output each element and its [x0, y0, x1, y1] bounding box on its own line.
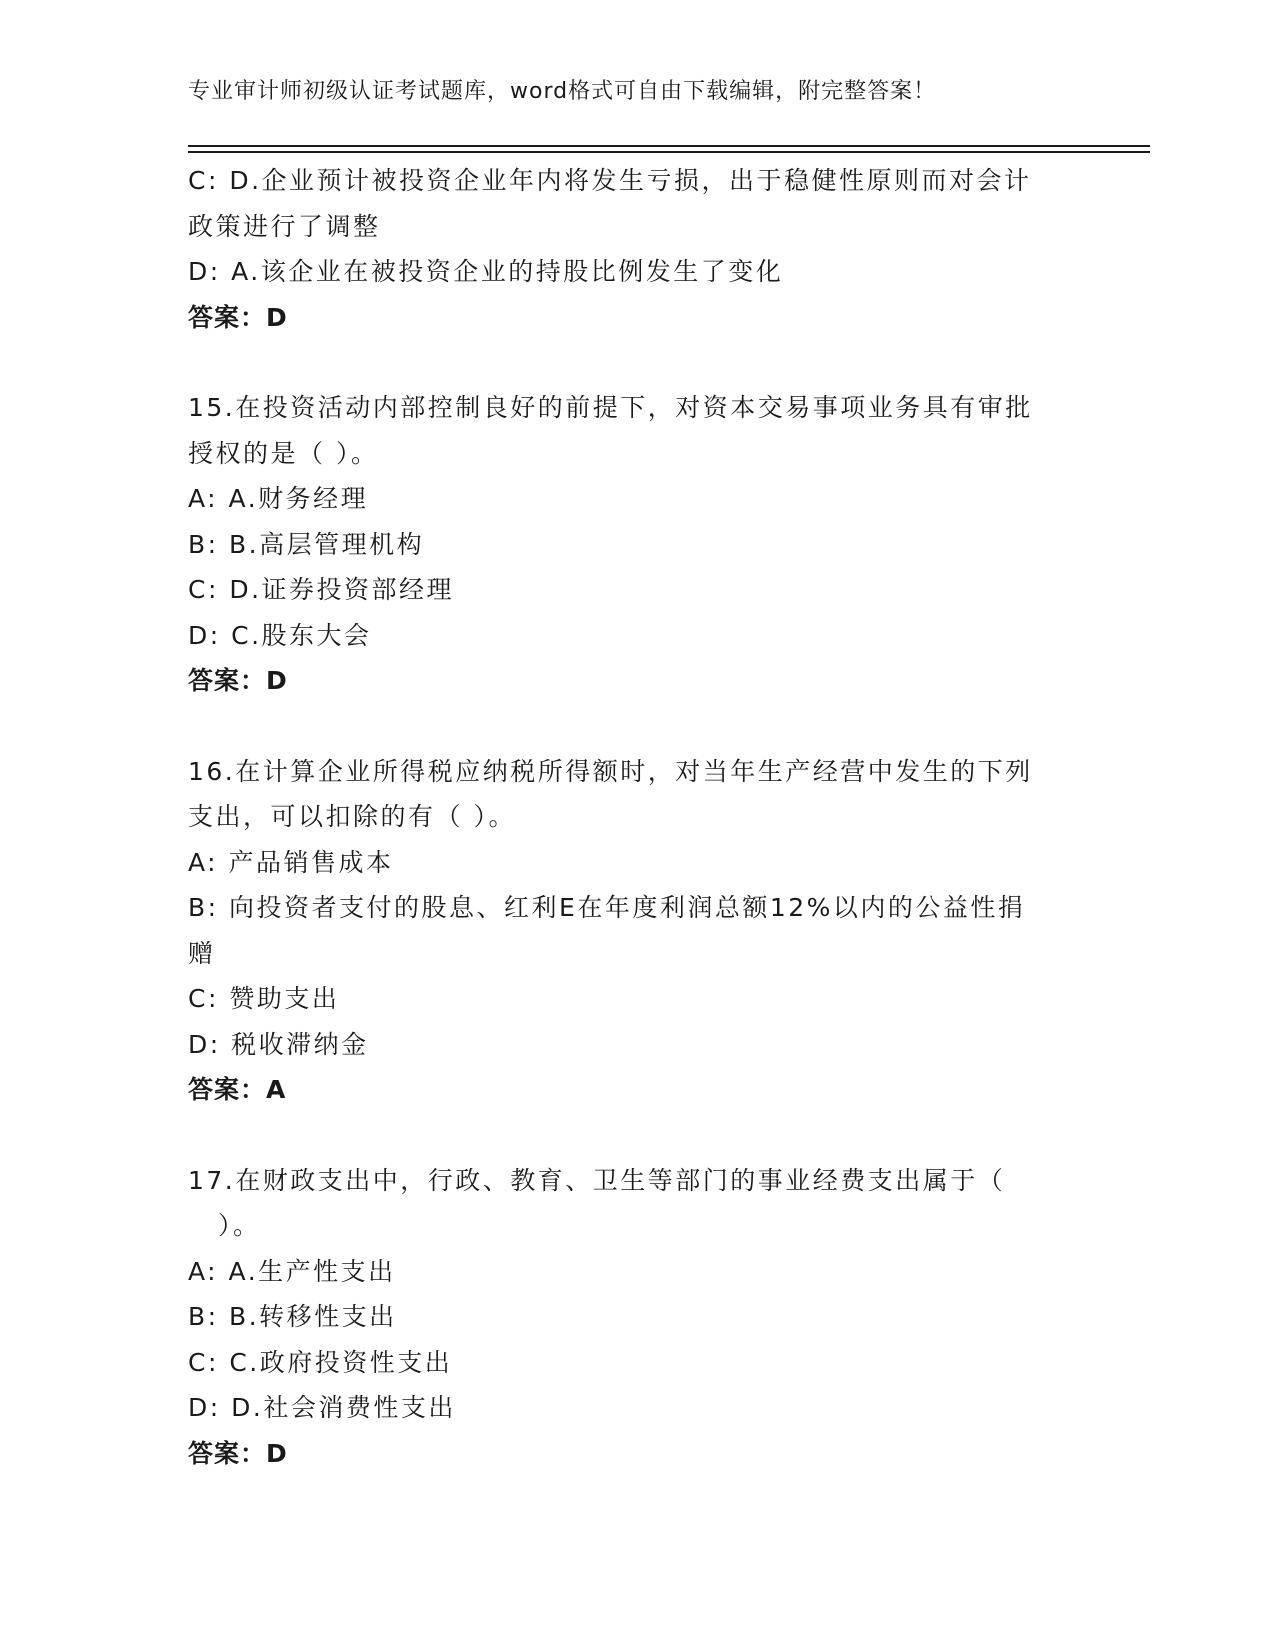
- question-14-tail: [188, 158, 1088, 340]
- answer: 答案：D: [188, 666, 288, 695]
- spacer: [188, 340, 1088, 385]
- question-stem-line-1: 16.在计算企业所得税应纳税所得额时，对当年生产经营中发生的下列: [188, 756, 1033, 786]
- option-b-line-2: 赠: [188, 938, 216, 968]
- spacer: [188, 1113, 1088, 1158]
- option-b: B: B.转移性支出: [188, 1302, 397, 1331]
- question-16: [188, 749, 1088, 1113]
- page-header: 专业审计师初级认证考试题库，word格式可自由下载编辑，附完整答案！: [188, 79, 937, 104]
- option-d: D: D.社会消费性支出: [188, 1393, 456, 1422]
- question-stem-line-1: 17.在财政支出中，行政、教育、卫生等部门的事业经费支出属于（: [188, 1165, 1006, 1195]
- question-stem-line-2: 授权的是（ ）。: [188, 438, 379, 468]
- option-a: A: A.财务经理: [188, 484, 369, 513]
- question-15: [188, 385, 1088, 704]
- option-c: C: 赞助支出: [188, 984, 340, 1013]
- spacer: [188, 704, 1088, 749]
- option-b: B: B.高层管理机构: [188, 529, 425, 559]
- answer: 答案：A: [188, 1075, 287, 1104]
- option-c-line-2: 政策进行了调整: [188, 211, 381, 241]
- option-b-line-1: B: 向投资者支付的股息、红利E在年度利润总额12%以内的公益性捐: [188, 893, 1026, 922]
- question-content: [188, 158, 1088, 1476]
- option-d: D: C.股东大会: [188, 620, 372, 650]
- option-d: D: 税收滞纳金: [188, 1029, 369, 1059]
- question-stem-line-1: 15.在投资活动内部控制良好的前提下，对资本交易事项业务具有审批: [188, 393, 1033, 422]
- question-stem-line-2: 支出，可以扣除的有（ ）。: [188, 802, 516, 831]
- question-17: [188, 1158, 1088, 1477]
- option-c-line-1: C: D.企业预计被投资企业年内将发生亏损，出于稳健性原则而对会计: [188, 166, 1032, 195]
- option-a: A: A.生产性支出: [188, 1256, 396, 1286]
- answer: 答案：D: [188, 1438, 288, 1468]
- answer: 答案：D: [188, 302, 288, 332]
- header-rule-top: [188, 145, 1150, 147]
- option-c: C: D.证券投资部经理: [188, 575, 455, 604]
- option-a: A: 产品销售成本: [188, 847, 394, 877]
- header-rule-bottom: [188, 151, 1150, 153]
- option-c: C: C.政府投资性支出: [188, 1347, 453, 1377]
- option-d: D: A.该企业在被投资企业的持股比例发生了变化: [188, 257, 784, 286]
- question-stem-line-2: ）。: [218, 1211, 261, 1240]
